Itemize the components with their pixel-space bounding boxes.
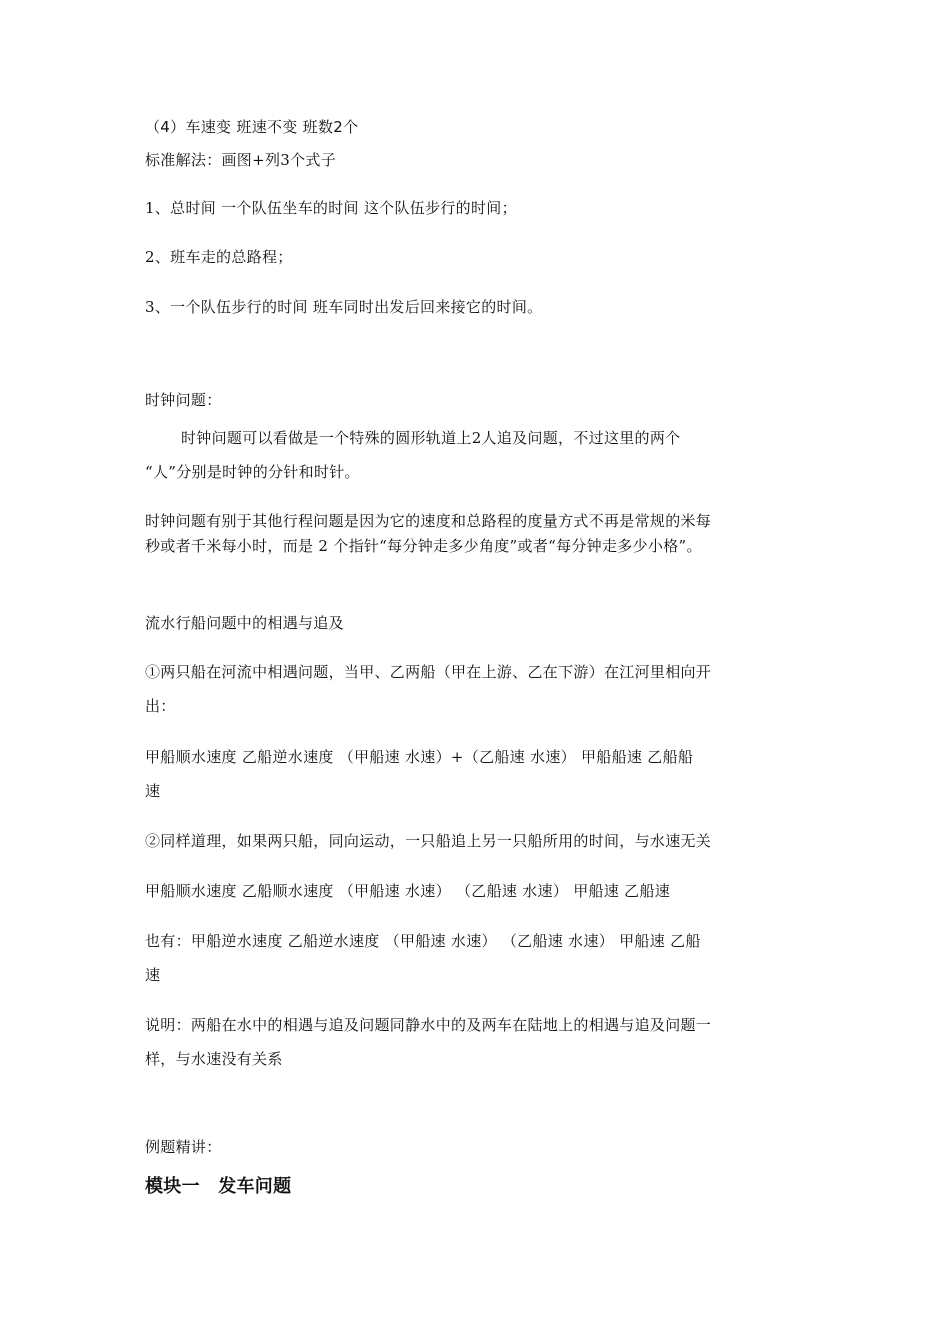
step-1-text: 1、总时间 一个队伍坐车的时间 这个队伍步行的时间； — [145, 199, 517, 217]
clock-paragraph2-line-2: 秒或者千米每小时，而是 2 个指针“每分钟走多少角度”或者“每分钟走多少小格”。 — [145, 537, 702, 555]
formula-3-line-1: 也有：甲船逆水速度 乙船逆水速度 （甲船速 水速） （乙船速 水速） 甲船速 乙船 — [145, 932, 701, 950]
formula-3-line-2: 速 — [145, 966, 161, 984]
formula-2-text: 甲船顺水速度 乙船顺水速度 （甲船速 水速） （乙船速 水速） 甲船速 乙船速 — [145, 882, 671, 900]
clock-problem-heading: 时钟问题： — [145, 391, 222, 409]
boat-case-1-line-1: ①两只船在河流中相遇问题，当甲、乙两船（甲在上游、乙在下游）在江河里相向开 — [145, 663, 712, 681]
formula-1-line-1: 甲船顺水速度 乙船逆水速度 （甲船速 水速）+（乙船速 水速） 甲船船速 乙船船 — [145, 748, 694, 766]
standard-method-text: 标准解法：画图+列3个式子 — [145, 151, 337, 169]
module-1-title: 模块一 发车问题 — [145, 1176, 292, 1197]
explanation-line-2: 样，与水速没有关系 — [145, 1050, 283, 1068]
boat-case-1-line-2: 出： — [145, 697, 176, 715]
boat-problem-heading: 流水行船问题中的相遇与追及 — [145, 614, 344, 632]
step-2-text: 2、班车走的总路程； — [145, 248, 293, 266]
explanation-line-1: 说明：两船在水中的相遇与追及问题同静水中的及两车在陆地上的相遇与追及问题一 — [145, 1016, 712, 1034]
clock-paragraph-line-1: 时钟问题可以看做是一个特殊的圆形轨道上2人追及问题，不过这里的两个 — [181, 429, 681, 447]
step-3-text: 3、一个队伍步行的时间 班车同时出发后回来接它的时间。 — [145, 298, 543, 316]
boat-case-2-text: ②同样道理，如果两只船，同向运动，一只船追上另一只船所用的时间，与水速无关 — [145, 832, 712, 850]
clock-paragraph2-line-1: 时钟问题有别于其他行程问题是因为它的速度和总路程的度量方式不再是常规的米每 — [145, 512, 712, 530]
examples-heading: 例题精讲： — [145, 1138, 222, 1156]
formula-1-line-2: 速 — [145, 782, 161, 800]
clock-paragraph-line-2: “人”分别是时钟的分针和时针。 — [145, 463, 360, 481]
case-4-text: （4）车速变 班速不变 班数2个 — [145, 118, 359, 136]
